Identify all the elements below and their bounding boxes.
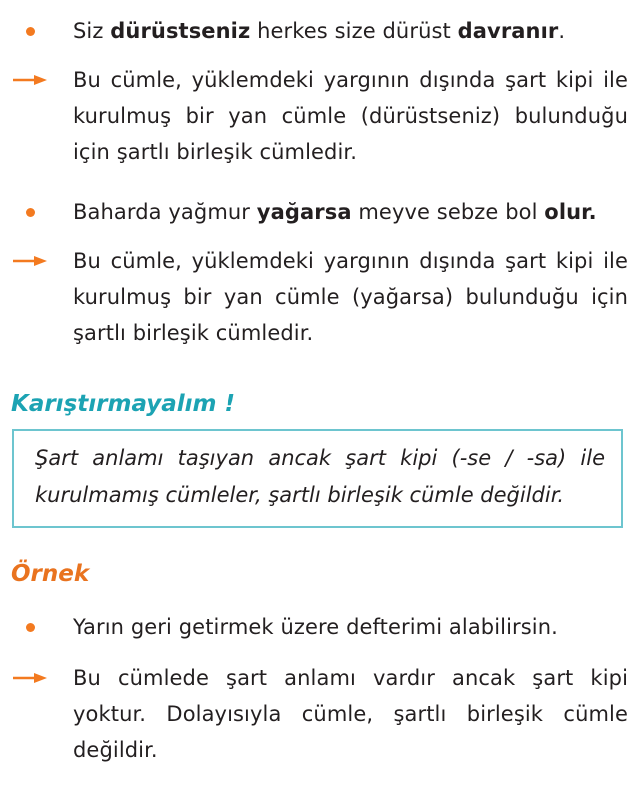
example-sentence-3: Yarın geri getirmek üzere defterimi alabilirsin.: [73, 615, 558, 639]
arrow-icon: [0, 62, 60, 98]
explanation-text-3: Bu cümlede şart anlamı vardır ancak şart kipi yoktur. Dolayısıyla cümle, şartlı birleşik cümle değildir.: [73, 666, 628, 762]
bullet-icon: [0, 13, 60, 49]
example-heading: Örnek: [11, 561, 90, 587]
note-box: [12, 429, 623, 528]
bullet-icon: [0, 194, 60, 230]
note-text: Şart anlamı taşıyan ancak şart kipi (-se / -sa) ile kurulmamış cümleler, şartlı birleşik cümle değildir.: [35, 446, 605, 507]
example-sentence-1: Siz dürüstseniz herkes size dürüst davranır.: [73, 19, 566, 43]
explanation-text-2: Bu cümle, yüklemdeki yargının dışında şart kipi ile kurulmuş bir yan cümle (yağarsa) bulunduğu için şartlı birleşik cümledir.: [73, 249, 628, 345]
example-sentence-2: Baharda yağmur yağarsa meyve sebze bol olur.: [73, 200, 597, 224]
arrow-icon: [0, 243, 60, 279]
warning-heading: Karıştırmayalım !: [11, 391, 236, 417]
bullet-icon: [0, 609, 60, 645]
arrow-icon: [0, 660, 60, 696]
explanation-text-1: Bu cümle, yüklemdeki yargının dışında şart kipi ile kurulmuş bir yan cümle (dürüstseniz) bulunduğu için şartlı birleşik cümledir.: [73, 68, 628, 164]
